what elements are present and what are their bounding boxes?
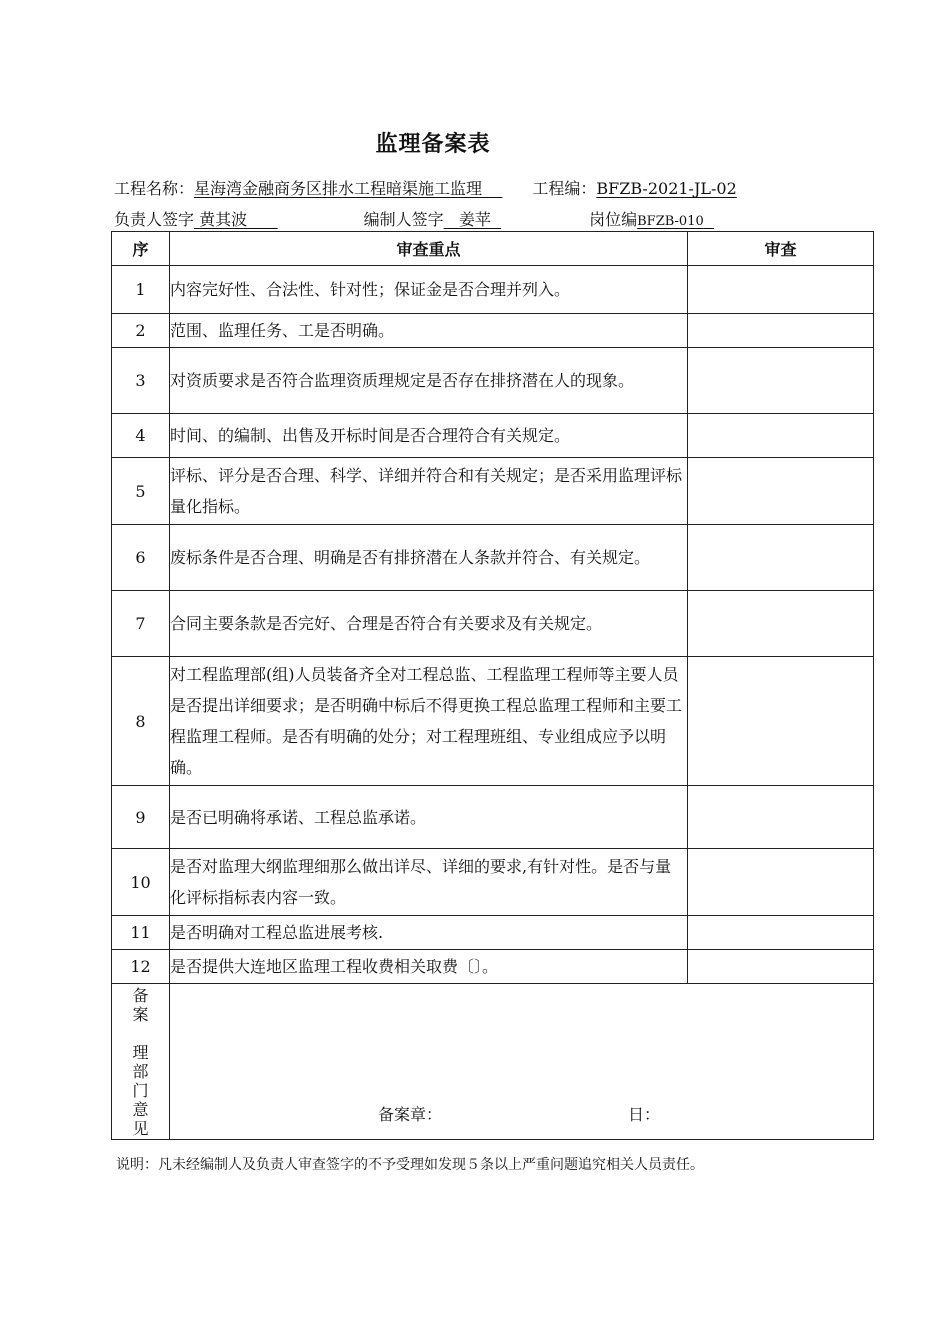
row-number: 10 <box>112 849 170 916</box>
project-name-label: 工程名称： <box>114 179 195 198</box>
review-cell[interactable] <box>688 849 874 916</box>
post-label: 岗位编 <box>589 210 638 229</box>
row-text: 是否已明确将承诺、工程总监承诺。 <box>170 786 688 849</box>
project-no-label: 工程编： <box>532 179 597 198</box>
row-text: 是否提供大连地区监理工程收费相关取费〔〕。 <box>170 950 688 984</box>
review-cell[interactable] <box>688 525 874 591</box>
date-label: 日： <box>628 1105 661 1124</box>
table-row <box>112 525 874 591</box>
review-cell[interactable] <box>688 591 874 657</box>
row-text: 废标条件是否合理、明确是否有排挤潜在人条款并符合、有关规定。 <box>170 525 688 591</box>
review-cell[interactable] <box>688 348 874 414</box>
footnote: 说明：凡未经编制人及负责人审查签字的不予受理如发现５条以上严重问题追究相关人员责任。 <box>116 1157 704 1173</box>
row-number: 12 <box>112 950 170 984</box>
project-name-value: 星海湾金融商务区排水工程暗渠施工监理 <box>194 179 483 198</box>
review-cell[interactable] <box>688 314 874 348</box>
table-row <box>112 786 874 849</box>
row-number: 1 <box>112 266 170 314</box>
row-text: 对工程监理部(组)人员装备齐全对工程总监、工程监理工程师等主要人员是否提出详细要求；是否明确中标后不得更换工程总监理工程师和主要工程监理工程师。是否有明确的处分；对工程理班组、专业组成应予以明确。 <box>170 657 688 786</box>
row-text: 时间、的编制、出售及开标时间是否合理符合有关规定。 <box>170 414 688 458</box>
stamp-label: 备案章： <box>378 1105 443 1124</box>
preparer-label: 编制人签字 <box>363 210 444 229</box>
table-header-row <box>112 232 874 266</box>
row-text: 评标、评分是否合理、科学、详细并符合和有关规定；是否采用监理评标量化指标。 <box>170 458 688 525</box>
review-cell[interactable] <box>688 458 874 525</box>
row-number: 6 <box>112 525 170 591</box>
row-text: 合同主要条款是否完好、合理是否符合有关要求及有关规定。 <box>170 591 688 657</box>
table-row <box>112 916 874 950</box>
principal-value: 黄其波 <box>199 210 248 229</box>
review-cell[interactable] <box>688 266 874 314</box>
review-cell[interactable] <box>688 950 874 984</box>
row-text: 是否明确对工程总监进展考核. <box>170 916 688 950</box>
principal-label: 负责人签字 <box>114 210 195 229</box>
project-no-value: BFZB-2021-JL-02 <box>596 179 737 198</box>
table-row <box>112 458 874 525</box>
project-info-line <box>114 176 737 199</box>
review-table <box>111 231 874 1140</box>
table-row <box>112 591 874 657</box>
row-number: 4 <box>112 414 170 458</box>
row-text: 是否对监理大纲监理细那么做出详尽、详细的要求,有针对性。是否与量化评标指标表内容一致。 <box>170 849 688 916</box>
archive-opinion-row <box>112 984 874 1140</box>
signature-line <box>114 207 714 230</box>
table-row <box>112 950 874 984</box>
row-number: 2 <box>112 314 170 348</box>
archive-opinion-area[interactable] <box>170 984 874 1140</box>
post-value: BFZB-010 <box>637 214 704 229</box>
row-number: 7 <box>112 591 170 657</box>
table-row <box>112 266 874 314</box>
header-focus: 审查重点 <box>170 232 688 266</box>
row-number: 8 <box>112 657 170 786</box>
table-row <box>112 657 874 786</box>
table-row <box>112 348 874 414</box>
row-text: 内容完好性、合法性、针对性；保证金是否合理并列入。 <box>170 266 688 314</box>
header-review: 审查 <box>688 232 874 266</box>
row-number: 9 <box>112 786 170 849</box>
review-cell[interactable] <box>688 786 874 849</box>
review-cell[interactable] <box>688 916 874 950</box>
row-text: 范围、监理任务、工是否明确。 <box>170 314 688 348</box>
page-title: 监理备案表 <box>375 132 491 157</box>
row-text: 对资质要求是否符合监理资质理规定是否存在排挤潜在人的现象。 <box>170 348 688 414</box>
row-number: 5 <box>112 458 170 525</box>
review-cell[interactable] <box>688 657 874 786</box>
table-row <box>112 414 874 458</box>
row-number: 3 <box>112 348 170 414</box>
row-number: 11 <box>112 916 170 950</box>
preparer-value: 姜苹 <box>458 210 491 229</box>
table-row <box>112 849 874 916</box>
header-no: 序 <box>112 232 170 266</box>
review-cell[interactable] <box>688 414 874 458</box>
table-row <box>112 314 874 348</box>
archive-opinion-label: 备 案 理 部 门 意 见 <box>112 984 170 1140</box>
